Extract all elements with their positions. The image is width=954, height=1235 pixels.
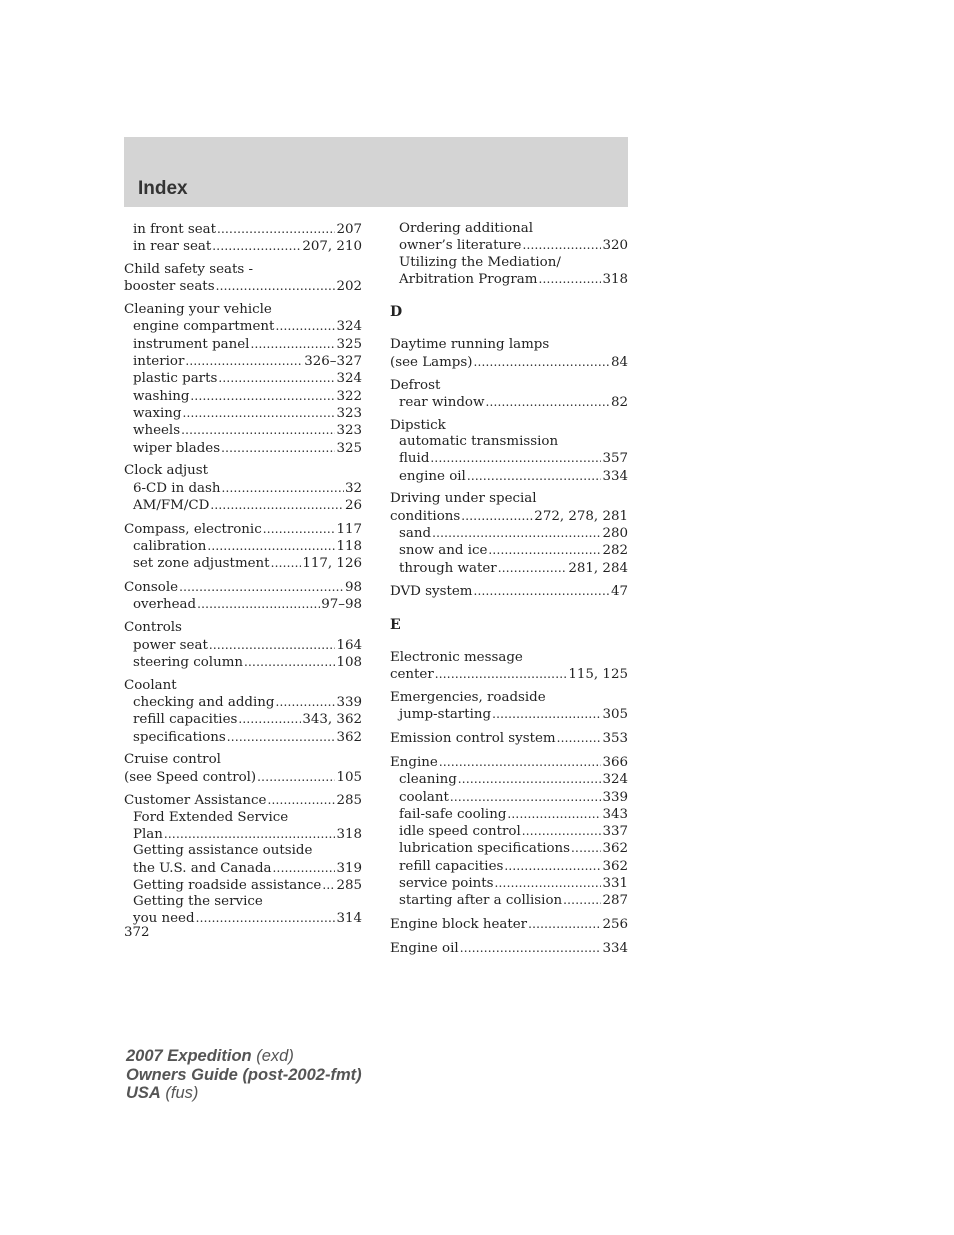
leader-dots: [473, 354, 610, 370]
index-subentry-line: [124, 596, 362, 613]
index-entry-line: [390, 583, 628, 600]
index-term: Getting the service: [133, 894, 263, 910]
index-page-ref: 108: [336, 654, 362, 670]
index-term: automatic transmission: [399, 433, 559, 449]
index-term: sand: [399, 525, 432, 541]
leader-dots: [196, 910, 336, 926]
index-entry-line: [390, 754, 628, 771]
index-term: Emission control system: [390, 731, 556, 747]
index-entry-line: [124, 302, 362, 318]
index-page-ref: 343: [602, 806, 628, 822]
index-term: engine compartment: [133, 319, 275, 335]
index-term: center: [390, 667, 434, 683]
index-page-ref: 318: [336, 827, 362, 842]
leader-dots: [435, 666, 568, 682]
footer-model: 2007 Expedition: [126, 1047, 252, 1065]
leader-dots: [461, 508, 533, 524]
leader-dots: [492, 706, 601, 722]
index-page-ref: 97–98: [321, 597, 362, 613]
index-letter-heading: E: [390, 616, 401, 633]
leader-dots: [227, 729, 336, 745]
index-entry-line: [390, 508, 628, 525]
leader-dots: [467, 468, 602, 484]
index-subentry-line: [390, 237, 628, 254]
index-entry: [390, 583, 628, 600]
leader-dots: [182, 405, 335, 421]
index-term: wiper blades: [133, 440, 221, 456]
index-page-ref: 256: [602, 917, 628, 933]
index-term: in rear seat: [133, 239, 212, 255]
index-page-ref: 287: [602, 893, 628, 909]
index-term: rear window: [399, 394, 485, 410]
index-term: set zone adjustment: [133, 556, 270, 572]
index-subentry-line: [124, 405, 362, 422]
index-term: specifications: [133, 729, 226, 745]
index-entry-line: [124, 278, 362, 295]
index-term: AM/FM/CD: [133, 497, 210, 513]
index-page-ref: 207: [336, 222, 362, 237]
index-page-ref: 280: [602, 525, 628, 541]
index-entry-line: [390, 491, 628, 507]
index-entry-line: [124, 463, 362, 479]
index-term: Engine block heater: [390, 917, 528, 933]
leader-dots: [430, 450, 601, 466]
index-subentry-line: [390, 823, 628, 840]
index-term: Coolant: [124, 677, 177, 693]
index-page-ref: 115, 125: [568, 667, 628, 683]
index-term: Arbitration Program: [399, 271, 538, 287]
index-term: Daytime running lamps: [390, 337, 550, 353]
index-page-ref: 331: [602, 876, 628, 891]
index-term: fail-safe cooling: [399, 806, 507, 822]
index-term: idle speed control: [399, 824, 521, 840]
leader-dots: [271, 555, 302, 571]
footer-guide: Owners Guide (post-2002-fmt): [126, 1065, 362, 1084]
leader-dots: [221, 440, 335, 456]
index-term: Ordering additional: [399, 221, 534, 236]
index-term: Getting roadside assistance: [133, 877, 322, 893]
index-subentry-line: [124, 694, 362, 711]
index-entry-line: [124, 262, 362, 278]
index-subentry-line: [390, 394, 628, 411]
index-entry: [124, 221, 362, 256]
leader-dots: [181, 422, 335, 438]
index-entry: [390, 650, 628, 684]
index-entry-line: [124, 579, 362, 596]
leader-dots: [275, 694, 335, 710]
index-entry-line: [390, 940, 628, 957]
index-entry: [390, 378, 628, 412]
leader-dots: [322, 877, 335, 893]
index-subentry-line: [124, 318, 362, 335]
index-subentry-line: [124, 810, 362, 826]
index-subentry-line: [124, 336, 362, 353]
index-subentry-line: [124, 711, 362, 728]
index-page-ref: 334: [602, 940, 628, 956]
index-entry: [124, 262, 362, 296]
index-subentry-line: [390, 875, 628, 892]
leader-dots: [210, 497, 344, 513]
index-entry-line: [124, 792, 362, 809]
index-term: waxing: [133, 405, 182, 421]
index-subentry-line: [124, 910, 362, 927]
leader-dots: [257, 769, 335, 785]
index-subentry-line: [124, 894, 362, 910]
index-term: (see Speed control): [124, 769, 257, 785]
index-subentry-line: [124, 555, 362, 572]
index-entry: [124, 678, 362, 746]
leader-dots: [238, 711, 301, 727]
index-term: service points: [399, 876, 494, 891]
index-page-ref: 314: [336, 911, 362, 927]
leader-dots: [244, 654, 335, 670]
index-page-ref: 202: [336, 279, 362, 295]
index-entry: [390, 221, 628, 288]
index-entry: [390, 754, 628, 910]
index-term: calibration: [133, 539, 207, 555]
index-term: Getting assistance outside: [133, 843, 313, 859]
index-page-ref: 325: [336, 336, 362, 352]
index-term: Engine oil: [390, 940, 459, 956]
leader-dots: [538, 271, 601, 287]
index-page-ref: 281, 284: [568, 560, 628, 576]
index-page-ref: 366: [602, 754, 628, 770]
index-page-ref: 285: [336, 877, 362, 893]
index-term: 6-CD in dash: [133, 480, 221, 496]
index-term: Driving under special: [390, 491, 537, 507]
index-term: through water: [399, 560, 497, 576]
index-page-ref: 322: [336, 388, 362, 404]
leader-dots: [212, 238, 301, 254]
index-page-ref: 323: [336, 405, 362, 421]
index-header: [124, 137, 628, 207]
index-entry: [390, 940, 628, 957]
index-term: plastic parts: [133, 371, 218, 387]
index-subentry-line: [124, 654, 362, 671]
index-term: in front seat: [133, 222, 217, 237]
index-term: Emergencies, roadside: [390, 690, 546, 706]
index-page-ref: 32: [344, 480, 362, 496]
index-term: Child safety seats -: [124, 262, 254, 278]
leader-dots: [216, 278, 336, 294]
leader-dots: [209, 637, 336, 653]
index-page-ref: 353: [602, 731, 628, 747]
index-term: starting after a collision: [399, 893, 563, 909]
index-term: Customer Assistance: [124, 793, 267, 809]
index-subentry-line: [390, 525, 628, 542]
index-subentry-line: [124, 826, 362, 843]
index-page-ref: 26: [344, 497, 362, 513]
index-term: owner’s literature: [399, 238, 522, 254]
index-subentry-line: [124, 440, 362, 457]
index-entry-line: [390, 730, 628, 747]
index-term: steering column: [133, 654, 244, 670]
index-subentry-line: [124, 729, 362, 746]
index-subentry-line: [390, 706, 628, 723]
index-term: snow and ice: [399, 543, 488, 559]
index-entry: [124, 302, 362, 457]
index-subentry-line: [124, 877, 362, 894]
leader-dots: [217, 221, 335, 237]
index-term: instrument panel: [133, 336, 250, 352]
index-subentry-line: [390, 771, 628, 788]
index-subentry-line: [124, 388, 362, 405]
index-subentry-line: [390, 858, 628, 875]
index-entry-line: [390, 650, 628, 666]
index-entry: [124, 463, 362, 514]
leader-dots: [522, 823, 602, 839]
index-term: DVD system: [390, 584, 473, 600]
footer-line-3: [126, 1084, 362, 1103]
index-entry-line: [390, 337, 628, 353]
index-subentry-line: [390, 789, 628, 806]
index-subentry-line: [390, 468, 628, 485]
index-page-ref: 318: [602, 271, 628, 287]
index-page-ref: 326–327: [304, 354, 362, 370]
index-term: conditions: [390, 508, 461, 524]
index-entry-line: [124, 752, 362, 768]
index-term: Dipstick: [390, 417, 446, 433]
index-page-ref: 285: [336, 793, 362, 809]
leader-dots: [185, 353, 303, 369]
index-subentry-line: [124, 497, 362, 514]
index-subentry-line: [124, 637, 362, 654]
index-subentry-line: [124, 480, 362, 497]
index-term: cleaning: [399, 772, 457, 788]
index-term: Cleaning your vehicle: [124, 302, 272, 318]
index-entry-line: [390, 418, 628, 434]
index-entry: [124, 752, 362, 786]
index-term: Compass, electronic: [124, 521, 262, 537]
index-entry-line: [390, 666, 628, 683]
index-page-ref: 324: [336, 319, 362, 335]
index-entry: [390, 418, 628, 485]
index-term: washing: [133, 388, 190, 404]
leader-dots: [432, 525, 601, 541]
index-subentry-line: [390, 221, 628, 237]
index-subentry-line: [390, 806, 628, 823]
leader-dots: [498, 560, 568, 576]
index-entry-line: [124, 678, 362, 694]
leader-dots: [473, 583, 609, 599]
leader-dots: [275, 318, 335, 334]
leader-dots: [273, 860, 336, 876]
index-term: Electronic message: [390, 649, 523, 665]
leader-dots: [190, 388, 335, 404]
index-entry: [390, 337, 628, 371]
index-term: Console: [124, 580, 179, 596]
index-page-ref: 337: [602, 824, 628, 840]
index-term: Plan: [133, 827, 163, 842]
index-subentry-line: [124, 860, 362, 877]
index-letter-heading: D: [390, 304, 403, 321]
index-entry: [124, 579, 362, 614]
index-subentry-line: [124, 370, 362, 387]
index-page-ref: 105: [336, 769, 362, 785]
leader-dots: [439, 754, 602, 770]
index-subentry-line: [124, 422, 362, 439]
leader-dots: [267, 792, 335, 808]
index-page-ref: 319: [336, 860, 362, 876]
index-page-ref: 98: [344, 580, 362, 596]
index-page-ref: 362: [336, 729, 362, 745]
index-page-ref: 82: [610, 394, 628, 410]
leader-dots: [450, 789, 602, 805]
index-page-ref: 118: [336, 539, 362, 555]
leader-dots: [507, 806, 601, 822]
leader-dots: [485, 394, 610, 410]
index-entry-line: [390, 354, 628, 371]
leader-dots: [495, 875, 602, 891]
index-subentry-line: [124, 238, 362, 255]
index-subentry-line: [390, 560, 628, 577]
index-page-ref: 324: [336, 371, 362, 387]
leader-dots: [460, 940, 602, 956]
index-page-ref: 357: [602, 451, 628, 467]
index-page-ref: 334: [602, 468, 628, 484]
leader-dots: [250, 336, 335, 352]
leader-dots: [197, 596, 320, 612]
leader-dots: [557, 730, 602, 746]
index-term: Utilizing the Mediation/: [399, 254, 561, 270]
index-subentry-line: [124, 221, 362, 238]
index-subentry-line: [390, 271, 628, 288]
index-page-ref: 84: [610, 354, 628, 370]
leader-dots: [179, 579, 344, 595]
index-entry-line: [390, 378, 628, 394]
index-entry: [390, 491, 628, 576]
index-page-ref: 343, 362: [302, 712, 362, 728]
index-entry: [124, 521, 362, 573]
index-entry: [124, 620, 362, 671]
index-term: refill capacities: [399, 858, 504, 874]
page-title: Index: [138, 178, 188, 199]
index-subentry-line: [390, 892, 628, 909]
index-page-ref: 272, 278, 281: [534, 508, 628, 524]
index-subentry-line: [390, 840, 628, 857]
index-entry-line: [390, 916, 628, 933]
index-term: refill capacities: [133, 712, 238, 728]
index-term: Cruise control: [124, 752, 221, 768]
leader-dots: [222, 480, 344, 496]
index-entry-line: [124, 521, 362, 538]
index-subentry-line: [124, 538, 362, 555]
index-term: wheels: [133, 423, 181, 439]
leader-dots: [563, 892, 601, 908]
index-term: fluid: [399, 451, 430, 467]
index-term: Ford Extended Service: [133, 809, 289, 825]
index-term: checking and adding: [133, 694, 275, 710]
index-entry: [390, 916, 628, 933]
index-page-ref: 164: [336, 637, 362, 653]
index-term: Clock adjust: [124, 463, 209, 479]
footer-market-code: (fus): [160, 1084, 199, 1102]
index-page-ref: 324: [602, 772, 628, 788]
index-term: (see Lamps): [390, 354, 473, 370]
index-term: interior: [133, 354, 185, 370]
leader-dots: [263, 521, 336, 537]
index-subentry-line: [390, 450, 628, 467]
index-term: jump-starting: [399, 707, 492, 723]
index-page-ref: 362: [602, 841, 628, 857]
index-subentry-line: [124, 843, 362, 859]
leader-dots: [571, 840, 601, 856]
index-term: engine oil: [399, 468, 466, 484]
leader-dots: [528, 916, 601, 932]
leader-dots: [504, 858, 601, 874]
index-term: overhead: [133, 597, 197, 613]
index-term: power seat: [133, 637, 208, 653]
index-entry-line: [124, 769, 362, 786]
index-subentry-line: [390, 255, 628, 271]
index-page-ref: 117: [336, 521, 362, 537]
index-term: Defrost: [390, 377, 441, 393]
footer-model-code: (exd): [251, 1047, 294, 1065]
index-term: lubrication specifications: [399, 841, 571, 857]
leader-dots: [522, 237, 601, 253]
index-page-ref: 117, 126: [302, 556, 362, 572]
index-page-ref: 320: [602, 238, 628, 254]
index-term: coolant: [399, 789, 449, 805]
index-entry-line: [124, 620, 362, 636]
footer-market: USA: [126, 1084, 161, 1102]
document-footer: [126, 1047, 362, 1103]
index-page-ref: 362: [602, 858, 628, 874]
index-term: booster seats: [124, 279, 215, 295]
index-subentry-line: [390, 434, 628, 450]
leader-dots: [488, 542, 601, 558]
leader-dots: [164, 826, 336, 842]
index-term: the U.S. and Canada: [133, 860, 272, 876]
index-entry: [390, 690, 628, 724]
index-page-ref: 207, 210: [302, 239, 362, 255]
index-page-ref: 325: [336, 440, 362, 456]
index-subentry-line: [124, 353, 362, 370]
footer-line-1: [126, 1047, 362, 1066]
index-page-ref: 323: [336, 423, 362, 439]
leader-dots: [458, 771, 602, 787]
leader-dots: [207, 538, 335, 554]
index-page-ref: 305: [602, 707, 628, 723]
index-page-ref: 339: [336, 694, 362, 710]
index-term: you need: [133, 911, 195, 927]
index-subentry-line: [390, 542, 628, 559]
footer-line-2: [126, 1066, 362, 1085]
index-term: Engine: [390, 754, 438, 770]
page-number: 372: [124, 925, 150, 940]
index-page-ref: 282: [602, 543, 628, 559]
index-term: Controls: [124, 620, 182, 636]
leader-dots: [218, 370, 335, 386]
index-entry: [124, 792, 362, 927]
index-entry: [390, 730, 628, 747]
index-column-left: [124, 221, 362, 934]
index-page-ref: 47: [610, 584, 628, 600]
index-entry-line: [390, 690, 628, 706]
index-column-right: [390, 221, 628, 964]
index-page-ref: 339: [602, 789, 628, 805]
